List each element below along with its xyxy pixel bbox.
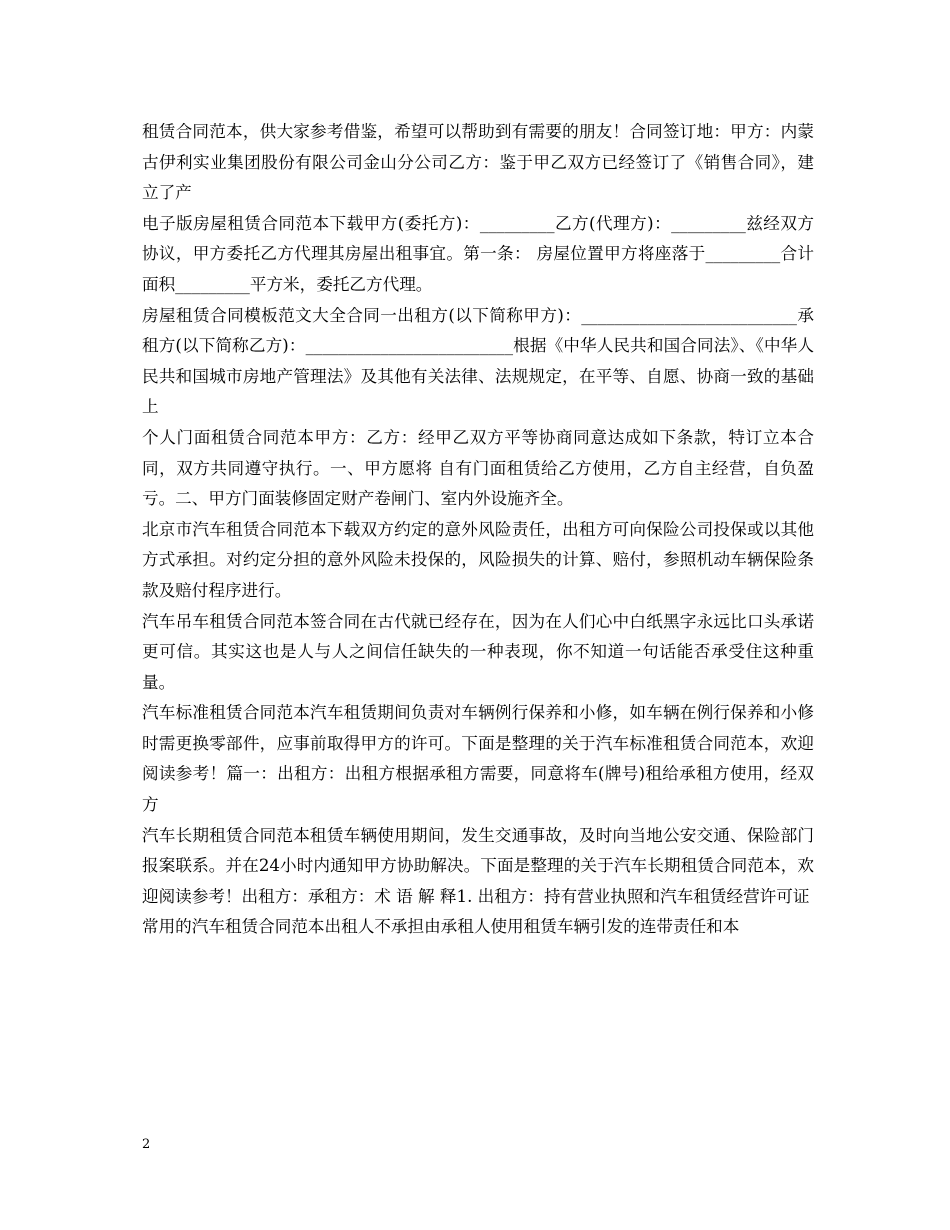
paragraph-beijing-car-lease: 北京市汽车租赁合同范本下载双方约定的意外风险责任，出租方可向保险公司投保或以其他方式承担。对约定分担的意外风险未投保的，风险损失的计算、赔付，参照机动车辆保险条款及赔付程序进行。 — [142, 519, 814, 600]
paragraph-crane-lease: 汽车吊车租赁合同范本签合同在古代就已经存在，因为在人们心中白纸黑字永远比口头承诺更可信。其实这也是人与人之间信任缺失的一种表现，你不知道一句话能否承受住这种重量。 — [142, 611, 814, 692]
paragraph-house-agency: 电子版房屋租赁合同范本下载甲方(委托方)：_________乙方(代理方)：_________兹经双方协议，甲方委托乙方代理其房屋出租事宜。第一条： 房屋位置甲方将座落于_________合计面积_________平方米，委托乙方代理。 — [142, 213, 814, 294]
paragraph-house-lease-template: 房屋租赁合同模板范文大全合同一出租方(以下简称甲方)：__________________________承租方(以下简称乙方)：_________________________根据《中华人民共和国合同法》、《中华人民共和国城市房地产管理法》及其他有关法律、法规规定，在平等、自愿、协商一致的基础上 — [142, 305, 814, 417]
document-body — [142, 117, 814, 943]
paragraph-long-term-car-lease: 汽车长期租赁合同范本租赁车辆使用期间，发生交通事故，及时向当地公安交通、保险部门报案联系。并在24小时内通知甲方协助解决。下面是整理的关于汽车长期租赁合同范本，欢迎阅读参考！出租方：承租方：术 语 解 释1. 出租方：持有营业执照和汽车租赁经营许可证 — [142, 825, 814, 906]
paragraph-common-car-lease: 常用的汽车租赁合同范本出租人不承担由承租人使用租赁车辆引发的连带责任和本 — [142, 917, 740, 937]
paragraph-standard-car-lease: 汽车标准租赁合同范本汽车租赁期间负责对车辆例行保养和小修，如车辆在例行保养和小修时需更换零部件，应事前取得甲方的许可。下面是整理的关于汽车标准租赁合同范本，欢迎阅读参考！篇一：出租方：出租方根据承租方需要，同意将车(牌号)租给承租方使用，经双方 — [142, 703, 814, 815]
paragraph-contract-intro: 租赁合同范本，供大家参考借鉴，希望可以帮助到有需要的朋友！合同签订地：甲方：内蒙古伊利实业集团股份有限公司金山分公司乙方：鉴于甲乙双方已经签订了《销售合同》，建立了产 — [142, 122, 814, 203]
paragraph-storefront-lease: 个人门面租赁合同范本甲方：乙方：经甲乙双方平等协商同意达成如下条款，特订立本合同，双方共同遵守执行。一、甲方愿将 自有门面租赁给乙方使用，乙方自主经营，自负盈亏。二、甲方门面装修固定财产卷闸门、室内外设施齐全。 — [142, 427, 814, 509]
page-number: 2 — [142, 1137, 151, 1152]
